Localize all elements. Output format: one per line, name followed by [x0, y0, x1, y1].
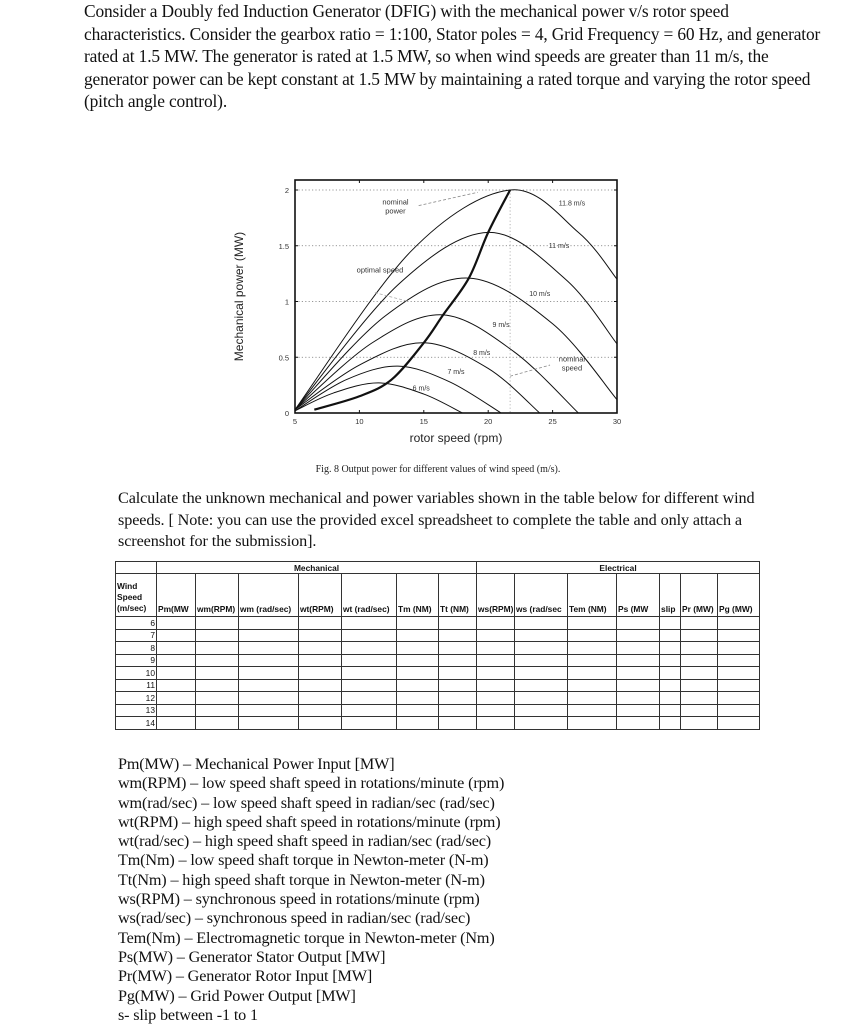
empty-value-cell[interactable]	[157, 629, 196, 642]
empty-value-cell[interactable]	[299, 717, 342, 730]
empty-value-cell[interactable]	[196, 717, 239, 730]
wind-speed-label: 11.8 m/s	[558, 200, 586, 208]
column-header: Pr (MW)	[681, 574, 718, 617]
empty-value-cell[interactable]	[568, 642, 617, 655]
definition-line: Tem(Nm) – Electromagnetic torque in Newton-meter (Nm)	[118, 928, 495, 947]
x-tick-label: 15	[419, 417, 428, 426]
optimal-speed-curve	[314, 190, 510, 410]
empty-value-cell[interactable]	[239, 617, 299, 630]
empty-value-cell[interactable]	[439, 629, 477, 642]
wind-speed-label: 9 m/s	[492, 322, 510, 330]
empty-value-cell[interactable]	[397, 692, 439, 705]
definition-line: wm(RPM) – low speed shaft speed in rotations/minute (rpm)	[118, 774, 505, 793]
definition-line: wt(rad/sec) – high speed shaft speed in radian/sec (rad/sec)	[118, 832, 492, 851]
empty-value-cell[interactable]	[299, 679, 342, 692]
electrical-group-header: Electrical	[477, 562, 760, 574]
empty-value-cell[interactable]	[617, 654, 660, 667]
intro-paragraph: Consider a Doubly fed Induction Generator (DFIG) with the mechanical power v/s rotor speed characteristics. Consider the gearbox ratio = 1:100, Stator poles = 4, Grid Frequency = 60 Hz, and generator rated at 1.5 MW. The generator is rated at 1.5 MW, so when wind speeds are greater than 11 m/s, the generator power can be kept constant at 1.5 MW by maintaining a rated torque and varying the rotor speed (pitch angle control).	[84, 1, 821, 112]
empty-value-cell[interactable]	[239, 704, 299, 717]
empty-value-cell[interactable]	[660, 717, 681, 730]
empty-value-cell[interactable]	[196, 617, 239, 630]
column-header: Pg (MW)	[718, 574, 760, 617]
problem-statement	[84, 0, 824, 113]
empty-value-cell[interactable]	[660, 629, 681, 642]
wind-speed-cell: 6	[116, 617, 157, 630]
definition-line: Tm(Nm) – low speed shaft torque in Newton-meter (N-m)	[118, 851, 489, 870]
wind-speed-cell: 8	[116, 642, 157, 655]
column-header: wm(RPM)	[196, 574, 239, 617]
empty-value-cell[interactable]	[718, 654, 760, 667]
column-header: Ps (MW	[617, 574, 660, 617]
y-tick-label: 0	[284, 409, 289, 418]
empty-value-cell[interactable]	[568, 717, 617, 730]
empty-value-cell[interactable]	[718, 717, 760, 730]
empty-value-cell[interactable]	[718, 642, 760, 655]
x-tick-label: 30	[612, 417, 622, 426]
definition-line: wm(rad/sec) – low speed shaft speed in radian/sec (rad/sec)	[118, 793, 495, 812]
empty-value-cell[interactable]	[157, 654, 196, 667]
empty-value-cell[interactable]	[239, 629, 299, 642]
empty-value-cell[interactable]	[477, 679, 515, 692]
empty-value-cell[interactable]	[681, 704, 718, 717]
column-header: wm (rad/sec)	[239, 574, 299, 617]
empty-value-cell[interactable]	[342, 692, 397, 705]
table-row	[116, 642, 760, 655]
empty-value-cell[interactable]	[299, 692, 342, 705]
definition-line: Tt(Nm) – high speed shaft torque in Newton-meter (N-m)	[118, 870, 485, 889]
empty-value-cell[interactable]	[397, 717, 439, 730]
nominal-speed-label: nominal	[558, 354, 586, 364]
empty-value-cell[interactable]	[157, 617, 196, 630]
empty-value-cell[interactable]	[342, 679, 397, 692]
empty-value-cell[interactable]	[239, 642, 299, 655]
table-row	[116, 679, 760, 692]
empty-value-cell[interactable]	[157, 679, 196, 692]
empty-value-cell[interactable]	[299, 629, 342, 642]
empty-value-cell[interactable]	[718, 692, 760, 705]
empty-value-cell[interactable]	[299, 617, 342, 630]
empty-value-cell[interactable]	[439, 717, 477, 730]
empty-value-cell[interactable]	[568, 629, 617, 642]
table-row	[116, 692, 760, 705]
wind-speed-label: 10 m/s	[529, 290, 551, 298]
nominal-power-label: nominal	[382, 197, 409, 207]
y-tick-label: 1	[284, 297, 289, 307]
column-header-row	[116, 574, 760, 617]
empty-value-cell[interactable]	[660, 667, 681, 680]
definition-line: Pr(MW) – Generator Rotor Input [MW]	[118, 967, 373, 986]
power-curve	[295, 232, 617, 409]
empty-value-cell[interactable]	[299, 704, 342, 717]
column-header: Tm (NM)	[397, 574, 439, 617]
wind-speed-label: 8 m/s	[473, 350, 491, 358]
wind-speed-cell: 9	[116, 654, 157, 667]
empty-value-cell[interactable]	[617, 642, 660, 655]
empty-value-cell[interactable]	[718, 679, 760, 692]
power-curve	[295, 315, 578, 413]
empty-value-cell[interactable]	[196, 667, 239, 680]
empty-value-cell[interactable]	[397, 617, 439, 630]
nominal-power-label: power	[385, 206, 406, 216]
empty-value-cell[interactable]	[196, 704, 239, 717]
empty-value-cell[interactable]	[515, 717, 568, 730]
empty-value-cell[interactable]	[477, 717, 515, 730]
empty-value-cell[interactable]	[342, 617, 397, 630]
x-tick-label: 5	[292, 417, 298, 426]
power-curve	[295, 343, 540, 413]
empty-value-cell[interactable]	[342, 629, 397, 642]
empty-value-cell[interactable]	[617, 704, 660, 717]
empty-value-cell[interactable]	[515, 667, 568, 680]
empty-value-cell[interactable]	[477, 617, 515, 630]
empty-value-cell[interactable]	[568, 654, 617, 667]
empty-value-cell[interactable]	[568, 704, 617, 717]
empty-value-cell[interactable]	[477, 642, 515, 655]
empty-value-cell[interactable]	[718, 704, 760, 717]
definition-line: s- slip between -1 to 1	[118, 1005, 258, 1024]
empty-value-cell[interactable]	[299, 654, 342, 667]
y-tick-label: 2	[284, 186, 289, 195]
nominal-speed-pointer	[510, 365, 550, 376]
empty-value-cell[interactable]	[515, 629, 568, 642]
definition-line: ws(rad/sec) – synchronous speed in radian/sec (rad/sec)	[118, 909, 471, 928]
empty-value-cell[interactable]	[477, 654, 515, 667]
empty-value-cell[interactable]	[239, 717, 299, 730]
x-tick-label: 20	[484, 417, 493, 426]
empty-value-cell[interactable]	[397, 642, 439, 655]
empty-value-cell[interactable]	[196, 692, 239, 705]
empty-value-cell[interactable]	[515, 692, 568, 705]
empty-value-cell[interactable]	[196, 654, 239, 667]
x-tick-label: 10	[355, 417, 364, 426]
empty-value-cell[interactable]	[568, 617, 617, 630]
table-row	[116, 704, 760, 717]
empty-value-cell[interactable]	[515, 617, 568, 630]
task-instructions	[118, 488, 768, 553]
empty-value-cell[interactable]	[681, 667, 718, 680]
empty-value-cell[interactable]	[397, 629, 439, 642]
empty-value-cell[interactable]	[196, 629, 239, 642]
empty-value-cell[interactable]	[239, 692, 299, 705]
empty-value-cell[interactable]	[342, 654, 397, 667]
column-header: slip	[660, 574, 681, 617]
empty-value-cell[interactable]	[660, 692, 681, 705]
wind-speed-cell: 14	[116, 717, 157, 730]
empty-value-cell[interactable]	[342, 642, 397, 655]
empty-value-cell[interactable]	[660, 679, 681, 692]
wind-speed-cell: 10	[116, 667, 157, 680]
empty-value-cell[interactable]	[157, 667, 196, 680]
empty-value-cell[interactable]	[342, 704, 397, 717]
table-row	[116, 717, 760, 730]
optimal-speed-pointer	[375, 293, 408, 302]
empty-value-cell[interactable]	[196, 642, 239, 655]
empty-value-cell[interactable]	[439, 667, 477, 680]
empty-value-cell[interactable]	[477, 667, 515, 680]
empty-value-cell[interactable]	[617, 679, 660, 692]
empty-value-cell[interactable]	[342, 717, 397, 730]
empty-value-cell[interactable]	[397, 704, 439, 717]
table-row	[116, 654, 760, 667]
column-header: ws (rad/sec	[515, 574, 568, 617]
empty-value-cell[interactable]	[299, 667, 342, 680]
empty-value-cell[interactable]	[660, 654, 681, 667]
empty-value-cell[interactable]	[568, 679, 617, 692]
empty-value-cell[interactable]	[681, 679, 718, 692]
empty-value-cell[interactable]	[617, 667, 660, 680]
empty-value-cell[interactable]	[439, 679, 477, 692]
calc-paragraph: Calculate the unknown mechanical and power variables shown in the table below for different wind speeds. [ Note: you can use the provided excel spreadsheet to complete the table and only attach a screenshot for the submission].	[118, 489, 755, 550]
definition-line: Ps(MW) – Generator Stator Output [MW]	[118, 947, 386, 966]
wind-speed-label: 7 m/s	[447, 368, 465, 376]
wind-speed-cell: 12	[116, 692, 157, 705]
empty-value-cell[interactable]	[439, 617, 477, 630]
empty-value-cell[interactable]	[477, 629, 515, 642]
empty-value-cell[interactable]	[617, 617, 660, 630]
wind-speed-cell: 7	[116, 629, 157, 642]
column-header: ws(RPM)	[477, 574, 515, 617]
empty-value-cell[interactable]	[681, 717, 718, 730]
empty-value-cell[interactable]	[718, 629, 760, 642]
empty-value-cell[interactable]	[681, 617, 718, 630]
x-axis-label: rotor speed (rpm)	[409, 431, 503, 445]
empty-value-cell[interactable]	[681, 629, 718, 642]
empty-value-cell[interactable]	[397, 667, 439, 680]
table-row	[116, 617, 760, 630]
empty-value-cell[interactable]	[239, 667, 299, 680]
chart-annotations	[357, 192, 586, 376]
y-axis-label: Mechanical power (MW)	[232, 231, 246, 362]
nominal-speed-label: speed	[561, 363, 583, 373]
empty-value-cell[interactable]	[515, 704, 568, 717]
chart	[200, 170, 660, 485]
empty-value-cell[interactable]	[397, 654, 439, 667]
variable-definitions	[118, 755, 718, 1025]
results-table	[115, 561, 760, 730]
optimal-speed-label: optimal speed	[356, 265, 404, 275]
empty-value-cell[interactable]	[397, 679, 439, 692]
definition-line: ws(RPM) – synchronous speed in rotations/minute (rpm)	[118, 890, 480, 909]
nominal-power-pointer	[419, 192, 478, 205]
empty-value-cell[interactable]	[660, 617, 681, 630]
table-row	[116, 667, 760, 680]
y-tick-label: 0.5	[278, 353, 289, 363]
empty-value-cell[interactable]	[718, 667, 760, 680]
definition-line: wt(RPM) – high speed shaft speed in rotations/minute (rpm)	[118, 812, 501, 831]
empty-value-cell[interactable]	[568, 667, 617, 680]
empty-value-cell[interactable]	[515, 642, 568, 655]
empty-value-cell[interactable]	[157, 692, 196, 705]
empty-value-cell[interactable]	[660, 704, 681, 717]
empty-value-cell[interactable]	[660, 642, 681, 655]
column-header: wt(RPM)	[299, 574, 342, 617]
empty-value-cell[interactable]	[342, 667, 397, 680]
wind-speed-cell: 13	[116, 704, 157, 717]
column-header: Pm(MW	[157, 574, 196, 617]
corner-cell	[116, 562, 157, 574]
wind-speed-label: 6 m/s	[412, 385, 430, 393]
empty-value-cell[interactable]	[617, 629, 660, 642]
empty-value-cell[interactable]	[681, 642, 718, 655]
empty-value-cell[interactable]	[718, 617, 760, 630]
x-tick-label: 25	[548, 417, 557, 426]
empty-value-cell[interactable]	[157, 704, 196, 717]
figure-caption: Fig. 8 Output power for different values of wind speed (m/s).	[315, 464, 561, 475]
wind-speed-label: 11 m/s	[548, 242, 570, 250]
empty-value-cell[interactable]	[299, 642, 342, 655]
empty-value-cell[interactable]	[568, 692, 617, 705]
y-tick-label: 1.5	[278, 241, 289, 251]
empty-value-cell[interactable]	[617, 717, 660, 730]
empty-value-cell[interactable]	[439, 692, 477, 705]
table-row	[116, 629, 760, 642]
chart-curve-labels	[413, 201, 586, 393]
empty-value-cell[interactable]	[239, 679, 299, 692]
empty-value-cell[interactable]	[439, 704, 477, 717]
empty-value-cell[interactable]	[477, 692, 515, 705]
column-header: Tem (NM)	[568, 574, 617, 617]
definition-line: Pm(MW) – Mechanical Power Input [MW]	[118, 755, 395, 773]
empty-value-cell[interactable]	[617, 692, 660, 705]
empty-value-cell[interactable]	[157, 717, 196, 730]
wind-speed-header: Wind Speed (m/sec)	[116, 574, 157, 617]
empty-value-cell[interactable]	[196, 679, 239, 692]
empty-value-cell[interactable]	[477, 704, 515, 717]
group-header-row	[116, 562, 760, 574]
definition-line: Pg(MW) – Grid Power Output [MW]	[118, 986, 356, 1005]
empty-value-cell[interactable]	[439, 642, 477, 655]
empty-value-cell[interactable]	[515, 679, 568, 692]
empty-value-cell[interactable]	[515, 654, 568, 667]
column-header: Tt (NM)	[439, 574, 477, 617]
mechanical-group-header: Mechanical	[157, 562, 477, 574]
results-table-container	[115, 561, 760, 730]
column-header: wt (rad/sec)	[342, 574, 397, 617]
wind-speed-cell: 11	[116, 679, 157, 692]
empty-value-cell[interactable]	[681, 654, 718, 667]
empty-value-cell[interactable]	[157, 642, 196, 655]
empty-value-cell[interactable]	[681, 692, 718, 705]
power-curve	[295, 190, 617, 410]
power-vs-rotor-speed-figure	[200, 170, 660, 485]
empty-value-cell[interactable]	[439, 654, 477, 667]
empty-value-cell[interactable]	[239, 654, 299, 667]
